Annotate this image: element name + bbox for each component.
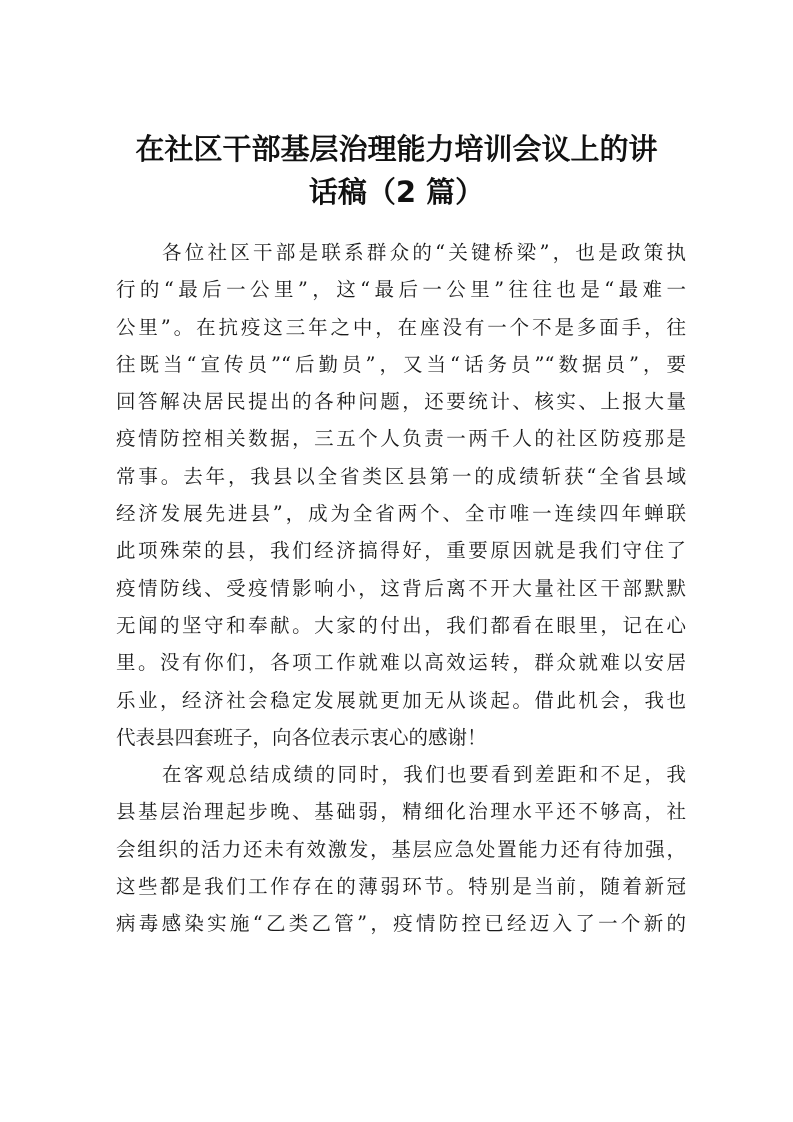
- text-line: 在客观总结成绩的同时，我们也要看到差距和不足，我: [162, 763, 686, 787]
- text-line: 往既当“宣传员”“后勤员”，又当“话务员”“数据员”，要: [116, 352, 686, 376]
- text-line: 经济发展先进县”，成为全省两个、全市唯一连续四年蝉联: [116, 502, 686, 526]
- document-body: [116, 234, 686, 943]
- paragraph-2: [116, 756, 686, 942]
- text-line: 各位社区干部是联系群众的“关键桥梁”，也是政策执: [162, 241, 686, 264]
- text-line: 此项殊荣的县，我们经济搞得好，重要原因就是我们守住了: [116, 539, 686, 563]
- text-line: 疫情防线、受疫情影响小，这背后离不开大量社区干部默默: [116, 576, 686, 600]
- text-line: 无闻的坚守和奉献。大家的付出，我们都看在眼里，记在心: [116, 613, 686, 637]
- text-line: 病毒感染实施“乙类乙管”，疫情防控已经迈入了一个新的: [116, 912, 686, 936]
- text-line: 县基层治理起步晚、基础弱，精细化治理水平还不够高，社: [116, 800, 686, 824]
- text-line: 会组织的活力还未有效激发，基层应急处置能力还有待加强，: [116, 837, 686, 861]
- text-line: 公里”。在抗疫这三年之中，在座没有一个不是多面手，往: [116, 315, 686, 339]
- text-line: 疫情防控相关数据，三五个人负责一两千人的社区防疫那是: [116, 427, 686, 451]
- text-line: 行的“最后一公里”，这“最后一公里”往往也是“最难一: [116, 278, 686, 302]
- text-line: 回答解决居民提出的各种问题，还要统计、核实、上报大量: [116, 390, 686, 414]
- document-title-line-2: 话稿（2 篇）: [308, 175, 485, 209]
- text-line: 常事。去年，我县以全省类区县第一的成绩斩获“全省县域: [116, 464, 686, 488]
- text-line: 乐业，经济社会稳定发展就更加无从谈起。借此机会，我也: [116, 688, 686, 712]
- text-line: 这些都是我们工作存在的薄弱环节。特别是当前，随着新冠: [116, 875, 686, 899]
- paragraph-1: [116, 234, 686, 756]
- document-title-line-1: 在社区干部基层治理能力培训会议上的讲: [135, 132, 658, 166]
- text-line: 代表县四套班子，向各位表示衷心的感谢！: [116, 725, 487, 749]
- text-line: 里。没有你们，各项工作就难以高效运转，群众就难以安居: [116, 651, 686, 675]
